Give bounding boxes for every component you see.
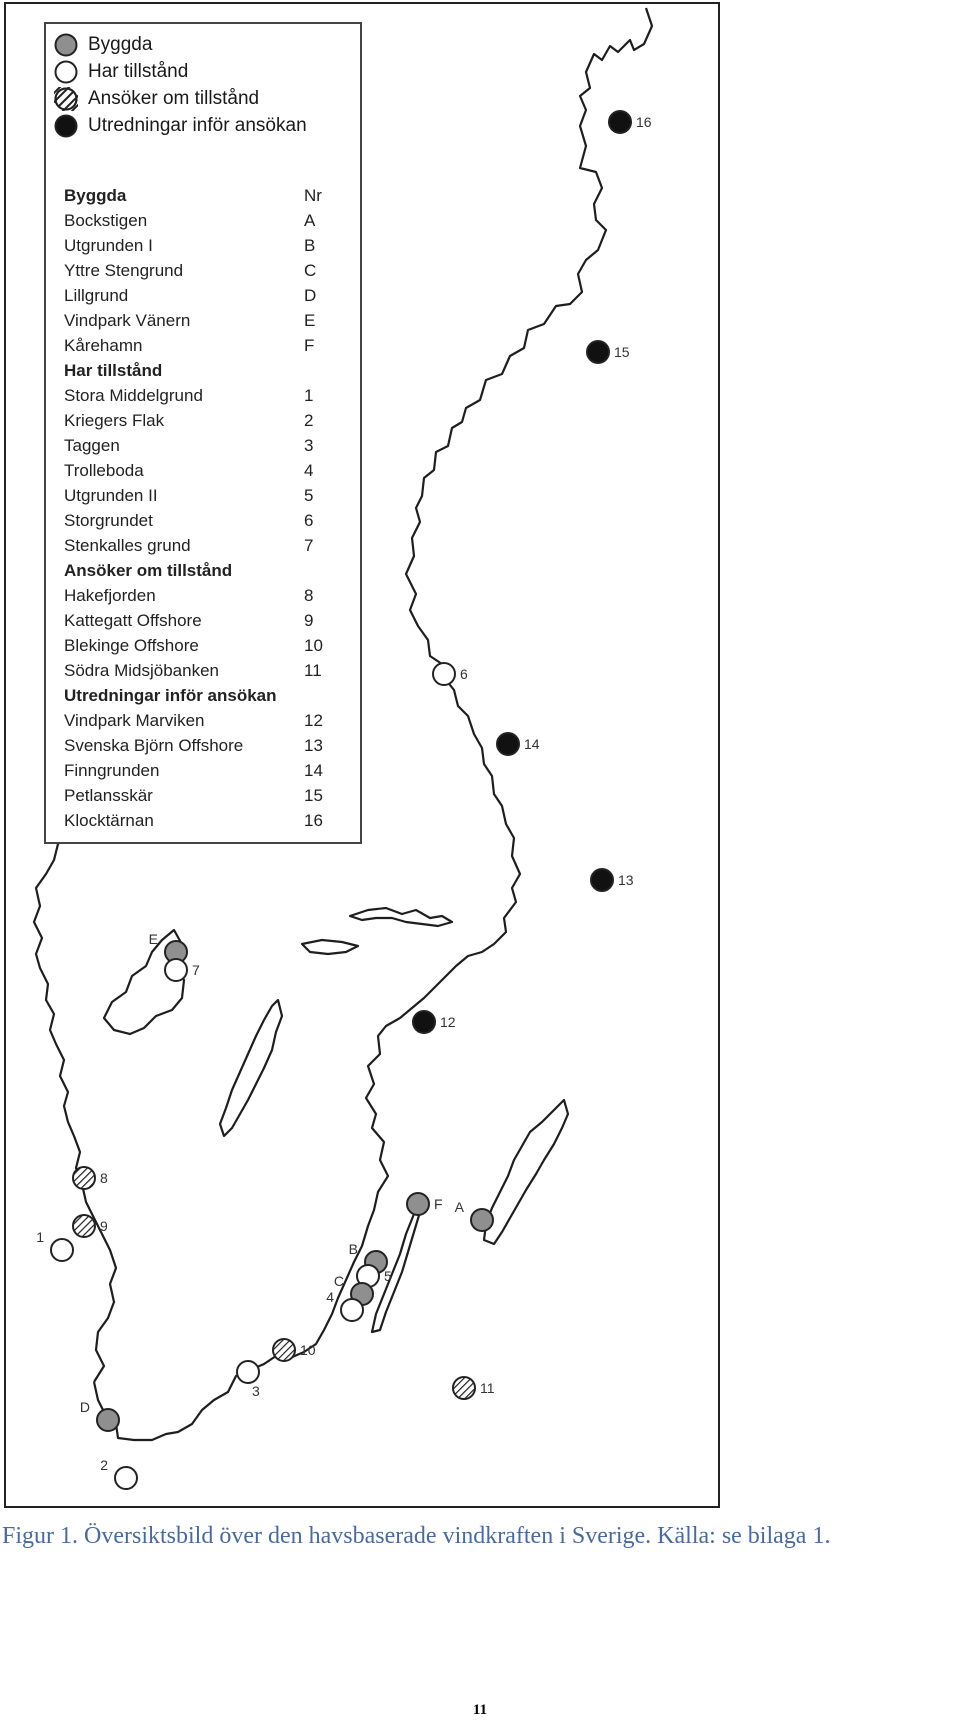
legend-table-nr: 10 bbox=[304, 636, 323, 655]
legend-table-row bbox=[64, 261, 334, 286]
legend-table-name: Vindpark Vänern bbox=[64, 311, 191, 330]
legend-entry-label: Utredningar inför ansökan bbox=[88, 115, 307, 136]
site-marker-label: 3 bbox=[252, 1383, 260, 1399]
legend-table-name: Svenska Björn Offshore bbox=[64, 736, 244, 755]
site-marker-15 bbox=[587, 341, 609, 363]
page-number: 11 bbox=[472, 1702, 488, 1718]
legend bbox=[44, 22, 362, 844]
legend-table-nr: 3 bbox=[304, 436, 314, 455]
legend-table-nr bbox=[304, 686, 334, 711]
figure-caption: Figur 1. Översiktsbild över den havsbaserade vindkraften i Sverige. Källa: se bilaga 1. bbox=[2, 1523, 831, 1549]
site-marker-9 bbox=[73, 1215, 95, 1237]
legend-table-row bbox=[64, 236, 334, 261]
site-marker-13 bbox=[591, 869, 613, 891]
site-marker-label: 4 bbox=[326, 1289, 334, 1305]
legend-table-nr: 11 bbox=[304, 661, 322, 680]
legend-entry-label: Har tillstånd bbox=[88, 61, 189, 82]
legend-table-name: Utredningar inför ansökan bbox=[64, 686, 277, 705]
legend-entry-label: Ansöker om tillstånd bbox=[88, 88, 260, 109]
legend-table-name: Kårehamn bbox=[64, 336, 143, 355]
built-symbol-icon bbox=[54, 33, 78, 57]
legend-table-name: Taggen bbox=[64, 436, 120, 455]
legend-table-row bbox=[64, 636, 334, 661]
legend-table-name: Petlansskär bbox=[64, 786, 153, 805]
site-marker-4 bbox=[341, 1299, 363, 1321]
legend-table-name: Yttre Stengrund bbox=[64, 261, 184, 280]
site-marker-label: 6 bbox=[460, 666, 468, 682]
legend-table-name: Finngrunden bbox=[64, 761, 160, 780]
legend-table-name: Ansöker om tillstånd bbox=[64, 561, 233, 580]
legend-table-name: Trolleboda bbox=[64, 461, 144, 480]
legend-entry-built bbox=[54, 32, 152, 58]
investigating-symbol-icon bbox=[54, 114, 78, 138]
legend-table-name: Utgrunden I bbox=[64, 236, 153, 255]
legend-table-row bbox=[64, 786, 334, 811]
legend-table-nr: E bbox=[304, 311, 316, 330]
lake-vattern bbox=[220, 1000, 282, 1136]
site-marker-label: 11 bbox=[480, 1380, 495, 1396]
legend-table-row bbox=[64, 486, 334, 511]
site-marker-label: 14 bbox=[524, 736, 540, 752]
site-marker-label: 13 bbox=[618, 872, 634, 888]
legend-table-nr: 15 bbox=[304, 786, 323, 805]
site-marker-16 bbox=[609, 111, 631, 133]
legend-table-name: Klocktärnan bbox=[64, 811, 154, 830]
site-marker-D bbox=[97, 1409, 119, 1431]
legend-table-nr: F bbox=[304, 336, 315, 355]
site-marker-label: 7 bbox=[192, 962, 200, 978]
legend-entry-investigating bbox=[54, 113, 307, 139]
site-marker-14 bbox=[497, 733, 519, 755]
legend-table-nr: 9 bbox=[304, 611, 314, 630]
legend-table-name: Utgrunden II bbox=[64, 486, 158, 505]
legend-table-row bbox=[64, 286, 334, 311]
legend-table-row bbox=[64, 461, 334, 486]
legend-table-nr: C bbox=[304, 261, 317, 280]
legend-table-section-header bbox=[64, 561, 334, 586]
legend-table-nr: 14 bbox=[304, 761, 323, 780]
legend-table-row bbox=[64, 736, 334, 761]
applying-symbol-icon bbox=[54, 87, 78, 111]
legend-table-nr: B bbox=[304, 236, 316, 255]
site-marker-label: 16 bbox=[636, 114, 652, 130]
site-marker-F bbox=[407, 1193, 429, 1215]
gotland bbox=[484, 1100, 568, 1244]
legend-table-row bbox=[64, 761, 334, 786]
legend-table-row bbox=[64, 811, 334, 836]
legend-entry-applying bbox=[54, 86, 259, 112]
site-marker-8 bbox=[73, 1167, 95, 1189]
site-marker-12 bbox=[413, 1011, 435, 1033]
site-marker-label: E bbox=[148, 931, 158, 947]
legend-table-nr: 1 bbox=[304, 386, 314, 405]
site-marker-6 bbox=[433, 663, 455, 685]
legend-table-nr bbox=[304, 561, 334, 586]
legend-table-name: Stora Middelgrund bbox=[64, 386, 203, 405]
site-marker-label: C bbox=[333, 1273, 344, 1289]
site-marker-label: F bbox=[434, 1196, 443, 1212]
legend-table-row bbox=[64, 511, 334, 536]
legend-table-nr: 8 bbox=[304, 586, 314, 605]
site-marker-10 bbox=[273, 1339, 295, 1361]
legend-table-name: Har tillstånd bbox=[64, 361, 163, 380]
legend-table-nr: 7 bbox=[304, 536, 314, 555]
legend-table-nr: 6 bbox=[304, 511, 314, 530]
legend-table-nr: Nr bbox=[304, 186, 322, 205]
site-marker-label: 1 bbox=[36, 1229, 44, 1245]
site-marker-1 bbox=[51, 1239, 73, 1261]
legend-table-name: Kattegatt Offshore bbox=[64, 611, 202, 630]
site-marker-2 bbox=[115, 1467, 137, 1489]
legend-entry-permitted bbox=[54, 59, 188, 85]
legend-table-nr: 12 bbox=[304, 711, 323, 730]
legend-table-row bbox=[64, 536, 334, 561]
legend-table-nr: 2 bbox=[304, 411, 314, 430]
legend-table-row bbox=[64, 386, 334, 411]
site-marker-label: 10 bbox=[300, 1342, 316, 1358]
lake-malaren bbox=[350, 908, 452, 926]
site-marker-label: 5 bbox=[384, 1268, 392, 1284]
legend-table-name: Stenkalles grund bbox=[64, 536, 191, 555]
legend-table-name: Bockstigen bbox=[64, 211, 148, 230]
site-marker-label: A bbox=[454, 1199, 464, 1215]
legend-table-nr: A bbox=[304, 211, 316, 230]
legend-table-row bbox=[64, 311, 334, 336]
legend-table-row bbox=[64, 211, 334, 236]
site-marker-label: 8 bbox=[100, 1170, 108, 1186]
legend-table-row bbox=[64, 711, 334, 736]
legend-table-row bbox=[64, 661, 334, 686]
map-frame bbox=[4, 2, 720, 1508]
site-marker-3 bbox=[237, 1361, 259, 1383]
site-marker-label: 15 bbox=[614, 344, 630, 360]
legend-table-row bbox=[64, 411, 334, 436]
legend-table-name: Södra Midsjöbanken bbox=[64, 661, 219, 680]
legend-table-section-header bbox=[64, 686, 334, 711]
legend-table-name: Hakefjorden bbox=[64, 586, 156, 605]
legend-table-nr: 4 bbox=[304, 461, 314, 480]
site-marker-label: 9 bbox=[100, 1218, 108, 1234]
site-marker-A bbox=[471, 1209, 493, 1231]
site-marker-label: B bbox=[348, 1241, 358, 1257]
legend-table-nr: 16 bbox=[304, 811, 323, 830]
legend-table-nr: 13 bbox=[304, 736, 323, 755]
legend-table-name: Blekinge Offshore bbox=[64, 636, 199, 655]
lake-hjalmaren bbox=[302, 940, 358, 954]
legend-table-section-header bbox=[64, 186, 334, 211]
legend-table-name: Byggda bbox=[64, 186, 127, 205]
legend-table-nr bbox=[304, 361, 334, 386]
site-marker-7 bbox=[165, 959, 187, 981]
legend-table-row bbox=[64, 336, 334, 361]
legend-table-nr: 5 bbox=[304, 486, 314, 505]
legend-table-name: Kriegers Flak bbox=[64, 411, 165, 430]
legend-entry-label: Byggda bbox=[88, 34, 153, 55]
site-marker-label: 12 bbox=[440, 1014, 456, 1030]
legend-table-nr: D bbox=[304, 286, 317, 305]
legend-table-row bbox=[64, 586, 334, 611]
legend-table-row bbox=[64, 436, 334, 461]
legend-table-section-header bbox=[64, 361, 334, 386]
permitted-symbol-icon bbox=[54, 60, 78, 84]
site-marker-label: D bbox=[79, 1399, 90, 1415]
legend-table-name: Vindpark Marviken bbox=[64, 711, 205, 730]
legend-table-name: Lillgrund bbox=[64, 286, 129, 305]
legend-table-name: Storgrundet bbox=[64, 511, 153, 530]
site-marker-11 bbox=[453, 1377, 475, 1399]
legend-table-row bbox=[64, 611, 334, 636]
site-marker-label: 2 bbox=[100, 1457, 108, 1473]
